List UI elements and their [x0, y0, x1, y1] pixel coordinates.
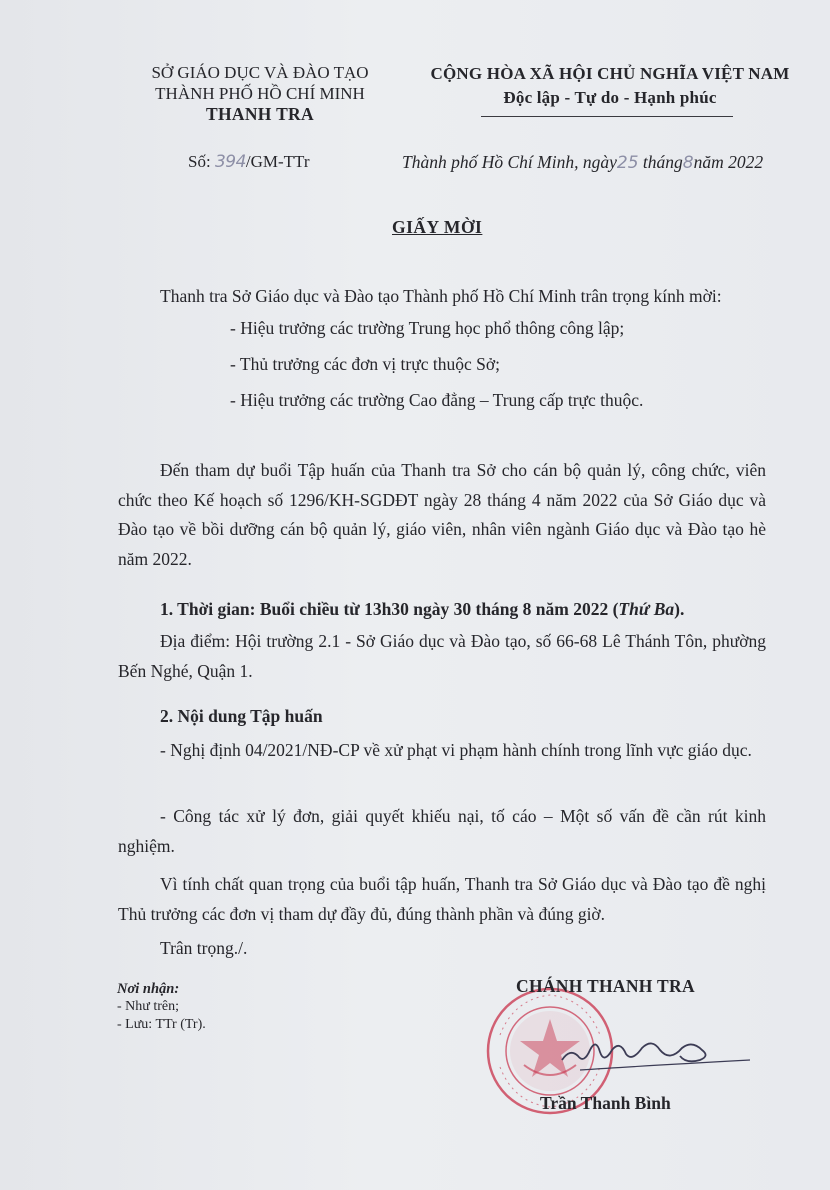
- date-place: Thành phố Hồ Chí Minh, ngày: [402, 152, 617, 172]
- section-2-item-2: - Công tác xử lý đơn, giải quyết khiếu nại, tố cáo – Một số vấn đề cần rút kinh nghiệm.: [118, 806, 766, 856]
- invitee-1: - Hiệu trưởng các trường Trung học phổ thông công lập;: [230, 318, 625, 338]
- document-number-prefix: Số:: [188, 152, 215, 171]
- date-day: 25: [616, 153, 639, 173]
- document-number-suffix: /GM-TTr: [245, 152, 310, 171]
- section-1-heading-end: ).: [674, 599, 685, 619]
- purpose-paragraph: Đến tham dự buổi Tập huấn của Thanh tra Sở cho cán bộ quản lý, công chức, viên chức theo Kế hoạch số 1296/KH-SGDĐT ngày 28 tháng 4 năm 2022 của Sở Giáo dục và Đào tạo về bồi dưỡng cán bộ quản lý, giáo viên, nhân viên ngành Giáo dục và Đào tạo hè năm 2022.: [118, 460, 766, 570]
- invitee-3: - Hiệu trưởng các trường Cao đẳng – Trung cấp trực thuộc.: [230, 390, 644, 410]
- national-motto: Độc lập - Tự do - Hạnh phúc: [503, 88, 717, 107]
- date-year: năm 2022: [693, 152, 764, 172]
- org-line-1: SỞ GIÁO DỤC VÀ ĐÀO TẠO: [151, 63, 369, 82]
- invitee-2: - Thủ trưởng các đơn vị trực thuộc Sở;: [230, 354, 500, 374]
- issuing-authority: [125, 62, 395, 125]
- signatory-title: CHÁNH THANH TRA: [516, 976, 695, 996]
- section-2-heading: 2. Nội dung Tập huấn: [160, 706, 323, 726]
- recipients-label: Nơi nhận:: [117, 981, 180, 997]
- recipient-item: - Như trên;: [117, 999, 180, 1014]
- date-month: 8: [682, 153, 694, 173]
- document-number: [188, 152, 310, 172]
- section-2-item-1: - Nghị định 04/2021/NĐ-CP về xử phạt vi phạm hành chính trong lĩnh vực giáo dục.: [160, 740, 752, 760]
- org-line-2: THÀNH PHỐ HỒ CHÍ MINH: [155, 84, 365, 103]
- section-1-location: Địa điểm: Hội trường 2.1 - Sở Giáo dục và Đào tạo, số 66-68 Lê Thánh Tôn, phường Bến Nghé, Quận 1.: [118, 631, 766, 681]
- recipient-item: - Lưu: TTr (Tr).: [117, 1017, 206, 1032]
- recipients-block: [117, 980, 206, 1034]
- signatory-name: Trần Thanh Bình: [540, 1093, 671, 1113]
- closing-paragraph: Vì tính chất quan trọng của buổi tập huấn, Thanh tra Sở Giáo dục và Đào tạo đề nghị Thủ trưởng các đơn vị tham dự đầy đủ, đúng thành phần và đúng giờ.: [118, 874, 766, 924]
- document-number-handwritten: 394: [214, 152, 246, 172]
- section-1-weekday: Thứ Ba: [618, 599, 675, 619]
- national-header: [400, 62, 820, 110]
- date-month-label: tháng: [638, 152, 683, 172]
- issuing-unit: THANH TRA: [206, 104, 314, 124]
- section-1-time: 1. Thời gian: Buổi chiều từ 13h30 ngày 30 tháng 8 năm 2022 (: [160, 599, 619, 619]
- nation-name: CỘNG HÒA XÃ HỘI CHỦ NGHĨA VIỆT NAM: [430, 64, 790, 83]
- document-title: GIẤY MỜI: [392, 217, 483, 237]
- motto-underline: [481, 116, 733, 117]
- intro-paragraph: Thanh tra Sở Giáo dục và Đào tạo Thành phố Hồ Chí Minh trân trọng kính mời:: [160, 286, 722, 306]
- document-date: [402, 152, 763, 173]
- handwritten-signature-icon: [560, 1020, 760, 1080]
- section-1-heading: [118, 595, 766, 625]
- regards: Trân trọng./.: [160, 938, 248, 958]
